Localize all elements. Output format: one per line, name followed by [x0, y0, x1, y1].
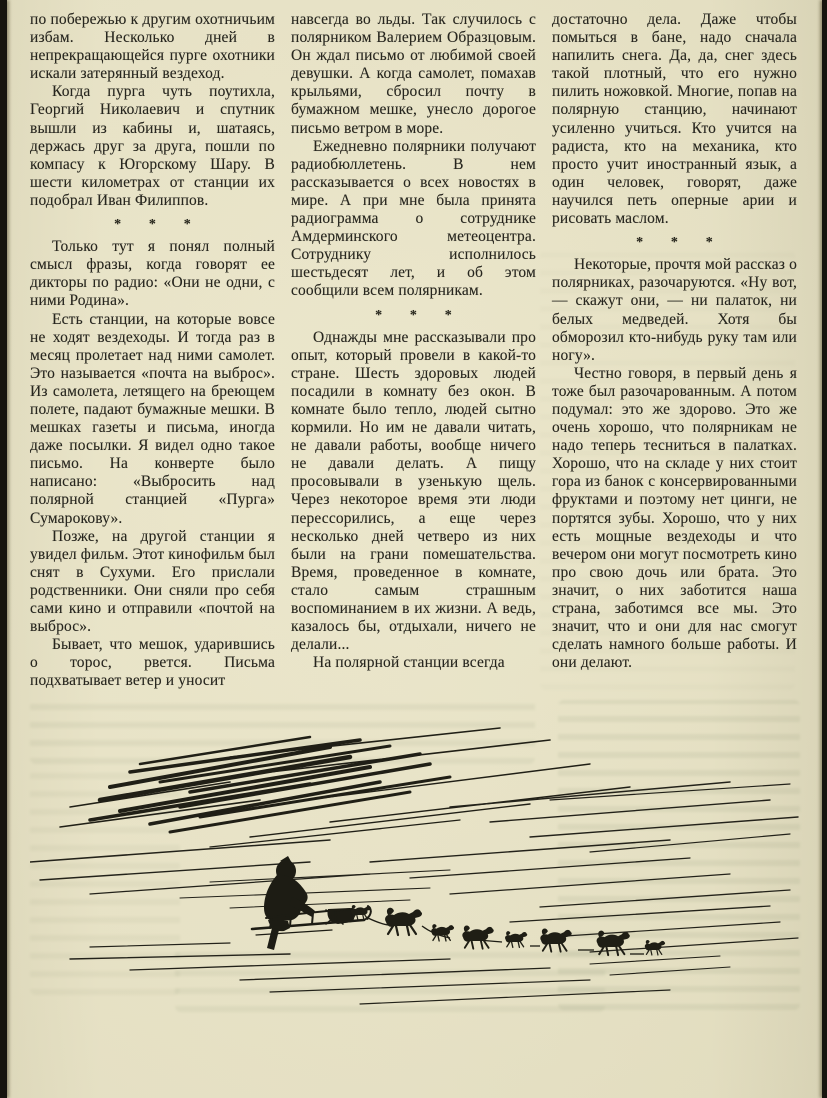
section-separator: * * * — [375, 307, 452, 323]
paragraph: Бывает, что мешок, ударившись о торос, рвется. Письма подхватывает ветер и уносит — [30, 636, 275, 690]
paragraph: Ежедневно полярники получают радиобюллетень. В нем рассказывается о всех новостях в мире. А при мне была принята радиограмма о сотруднике Амдерминского метеоцентра. Сотруднику исполнилось шестьдесят лет, и об этом сообщили всем полярникам. — [291, 137, 536, 300]
dog-team — [351, 905, 665, 955]
paragraph: Позже, на другой станции я увидел фильм. Этот кинофильм был снят в Сухуми. Его прислали родственники. Они сняли про себя сами кино и отправили «почтой на выброс». — [30, 527, 275, 636]
hatch-cloud — [60, 728, 630, 847]
paragraph: Есть станции, на которые вовсе не ходят вездеходы. И тогда раз в месяц пролетает над ними самолет. Это называется «почта на выброс». Из самолета, летящего на бреющем полете, падают бумажные мешки. В мешках газеты и письма, иногда даже посылки. Я видел одно такое письмо. На конверте было написано: «Выбросить над полярной станцией «Пурга» Сумарокову». — [30, 310, 275, 527]
scan-edge-left — [0, 0, 7, 1098]
paragraph: Только тут я понял полный смысл фразы, когда говорят ее дикторы по радио: «Они не одни, с ними Родина». — [30, 238, 275, 310]
paragraph: Однажды мне рассказывали про опыт, который провели в какой-то стране. Шесть здоровых людей посадили в комнату без окон. В комнате было тепло, людей сытно кормили. Но им не давали читать, не давали работы, вообще ничего не давали делать. А пищу просовывали в узенькую щель. Через некоторое время эти люди перессорились, а еще через несколько дней четверо из них были на грани помешательства. Время, проведенное в комнате, стало самым страшным воспоминанием в их жизни. А ведь, казалось бы, отдыхали, ничего не делали... — [291, 328, 536, 654]
dog-sled-illustration — [30, 712, 800, 1022]
paragraph: Некоторые, прочтя мой рассказ о полярниках, разочаруются. «Ну вот, — скажут они, — ни палаток, ни белых медведей. Хотя бы обморозил кто-нибудь руку там или ногу». — [552, 256, 797, 364]
ground-streaks — [70, 943, 730, 1004]
scan-edge-right — [822, 0, 827, 1098]
text-columns — [30, 11, 797, 713]
column-center — [291, 11, 536, 713]
section-separator: * * * — [114, 217, 191, 233]
section-separator: * * * — [636, 235, 713, 251]
paragraph: На полярной станции всегда — [313, 654, 505, 672]
paragraph: Честно говоря, в первый день я тоже был разочарованным. А потом подумал: это же здорово. Это же очень хорошо, что полярникам не надо теперь тесниться в палатках. Хорошо, что на складе у них стоит гора из банок с консервированными фруктами и поэтому нет цинги, не портятся зубы. Хорошо, что у них есть мощные вездеходы и что вечером они могут посмотреть кино про свою дочь или брата. Это значит, о них заботится наша страна, заботимся все мы. Это значит, что и они для нас смогут сделать намного больше работы. И они делают. — [552, 364, 797, 672]
column-left — [30, 11, 275, 713]
paragraph: навсегда во льды. Так случилось с полярником Валерием Образцовым. Он ждал письмо от любимой своей девушки. А когда самолет, помахав крыльями, сбросил почту в бумажном мешке, унесло дорогое письмо ветром в море. — [291, 11, 536, 137]
paragraph: достаточно дела. Даже чтобы помыться в бане, надо сначала напилить снега. Да, да, снег здесь такой плотный, что его нужно пилить ножовкой. Многие, попав на полярную станцию, начинают усиленно учиться. Кто учится на радиста, кто на механика, кто просто учит иностранный язык, а один человек, говорят, даже научился петь оперные арии и рисовать маслом. — [552, 11, 797, 228]
column-right — [552, 11, 797, 713]
paragraph: Когда пурга чуть поутихла, Георгий Николаевич и спутник вышли из кабины и, шатаясь, держась друг за друга, пошли по компасу к Югорскому Шару. В шести километрах от станции их подобрал Иван Филиппов. — [30, 83, 275, 209]
paragraph: по побережью к другим охотничьим избам. Несколько дней в непрекращающейся пурге охотники искали затерянный вездеход. — [30, 11, 275, 83]
